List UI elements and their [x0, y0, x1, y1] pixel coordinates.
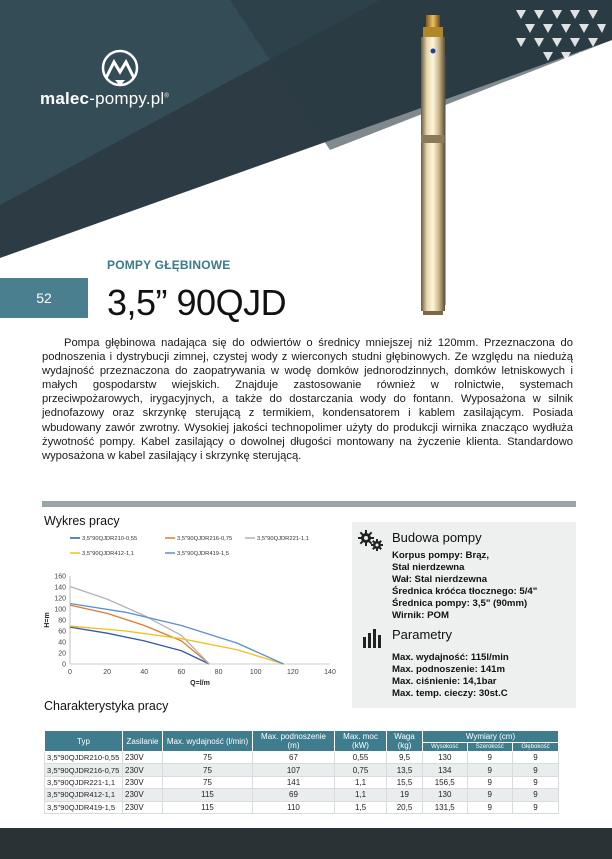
decorative-triangles-icon — [506, 10, 606, 95]
cell-width: 9 — [467, 801, 513, 813]
cell-weight: 20,5 — [387, 801, 423, 813]
cell-head: 107 — [253, 764, 335, 776]
cell-head: 67 — [253, 752, 335, 764]
cell-power: 1,1 — [335, 789, 387, 801]
cell-depth: 9 — [513, 752, 559, 764]
cell-flow: 75 — [163, 764, 253, 776]
cell-supply: 230V — [123, 752, 163, 764]
cell-power: 0,55 — [335, 752, 387, 764]
params-title: Parametry — [392, 627, 452, 642]
cell-width: 9 — [467, 752, 513, 764]
cell-height: 131,5 — [423, 801, 468, 813]
cell-width: 9 — [467, 764, 513, 776]
cell-supply: 230V — [123, 789, 163, 801]
cell-model: 3,5"90QJDR419-1,5 — [45, 801, 123, 813]
page-number: 52 — [36, 290, 52, 306]
params-line: Max. temp. cieczy: 30st.C — [392, 688, 508, 699]
x-tick-label: 100 — [249, 669, 262, 676]
cell-model: 3,5"90QJDR216-0,75 — [45, 764, 123, 776]
x-tick-label: 0 — [68, 669, 72, 676]
y-tick-label: 160 — [54, 573, 66, 581]
col-zasilanie: Zasilanie — [123, 731, 163, 752]
x-tick-label: 20 — [103, 669, 112, 676]
chart-section-title: Wykres pracy — [44, 514, 120, 528]
build-line: Wirnik: POM — [392, 610, 449, 621]
cell-head: 110 — [253, 801, 335, 813]
cell-model: 3,5"90QJDR210-0,55 — [45, 752, 123, 764]
legend-entry: 3,5"90QJDR412-1,1 — [82, 551, 135, 558]
x-tick-label: 80 — [214, 669, 223, 676]
cell-depth: 9 — [513, 801, 559, 813]
section-divider — [42, 501, 576, 507]
legend-entry: 3,5"90QJDR210-0,55 — [82, 536, 138, 543]
col-wysokosc: Wysokość — [423, 743, 468, 752]
product-description: Pompa głębinowa nadająca się do odwiertów o średnicy mniejszej niż 120mm. Przeznaczona do podnoszenia i dystrybucji zimnej, czystej wody z wierconych studni głębinowych. Ze względu na niedużą wydajność przeznaczona do zaopatrywania w wodę domków jednorodzinnych, domków letniskowych i małych gospodarstw wiejskich. Znajduje zastosowanie również w rolnictwie, systemach przeciwpożarowych, irygacyjnych, a także do dostarczania wody do fontann. Wyposażona w silnik jednofazowy oraz skrzynkę sterującą z termikiem, kondensatorem i kablem zasilającym. Posiada wbudowany zawór zwrotny. Wysokiej jakości technopolimer użyty do produkcji wirnika znacząco wydłuża żywotność pompy. Kabel zasilający o dowolnej długości montowany na życzenie klienta. Standardowo wyposażona w kabel zasilający i skrzynkę sterującą. — [42, 337, 573, 462]
cell-width: 9 — [467, 789, 513, 801]
col-glebokosc: Głębokość — [513, 743, 559, 752]
gears-icon — [358, 530, 384, 552]
cell-model: 3,5"90QJDR221-1,1 — [45, 776, 123, 788]
y-tick-label: 60 — [58, 628, 66, 636]
y-tick-label: 40 — [58, 639, 66, 647]
y-tick-label: 100 — [54, 606, 66, 614]
table-row — [45, 789, 559, 801]
build-line: Wał: Stal nierdzewna — [392, 574, 488, 585]
brand-name: malec-pompy.pl® — [40, 89, 170, 108]
x-axis-label: Q=l/m — [190, 680, 210, 687]
table-row — [45, 776, 559, 788]
cell-model: 3,5"90QJDR412-1,1 — [45, 789, 123, 801]
col-waga: Waga (kg) — [387, 731, 423, 752]
x-tick-label: 120 — [287, 669, 299, 676]
cell-depth: 9 — [513, 764, 559, 776]
table-row — [45, 801, 559, 813]
category-label: POMPY GŁĘBINOWE — [107, 258, 231, 272]
cell-weight: 19 — [387, 789, 423, 801]
table-header-row — [45, 731, 559, 743]
bar-chart-icon — [362, 628, 382, 648]
y-tick-label: 20 — [58, 650, 66, 658]
x-tick-label: 60 — [177, 669, 186, 676]
performance-chart — [40, 530, 348, 695]
table-row — [45, 752, 559, 764]
cell-height: 156,5 — [423, 776, 468, 788]
cell-flow: 75 — [163, 752, 253, 764]
page-title: 3,5” 90QJD — [107, 282, 287, 323]
cell-power: 1,5 — [335, 801, 387, 813]
params-line: Max. podnoszenie: 141m — [392, 664, 506, 675]
cell-height: 130 — [423, 789, 468, 801]
cell-flow: 115 — [163, 801, 253, 813]
page-footer — [0, 828, 612, 859]
cell-head: 69 — [253, 789, 335, 801]
y-tick-label: 0 — [62, 661, 66, 669]
col-typ: Typ — [45, 731, 123, 752]
cell-width: 9 — [467, 776, 513, 788]
cell-height: 134 — [423, 764, 468, 776]
spec-table — [44, 730, 559, 814]
cell-supply: 230V — [123, 776, 163, 788]
table-row — [45, 764, 559, 776]
pump-image — [408, 15, 458, 315]
col-wymiary: Wymiary (cm) — [423, 731, 559, 743]
build-title: Budowa pompy — [392, 530, 482, 545]
build-line: Korpus pompy: Brąz, — [392, 550, 490, 561]
build-line: Stal nierdzewna — [392, 562, 465, 573]
col-moc: Max. moc (kW) — [335, 731, 387, 752]
x-tick-label: 140 — [324, 669, 336, 676]
legend-entry: 3,5"90QJDR216-0,75 — [177, 536, 233, 543]
build-line: Średnica króćca tłocznego: 5/4" — [392, 586, 538, 597]
cell-power: 1,1 — [335, 776, 387, 788]
build-line: Średnica pompy: 3,5" (90mm) — [392, 598, 528, 609]
y-tick-label: 80 — [58, 617, 66, 625]
col-podnoszenie: Max. podnoszenie (m) — [253, 731, 335, 752]
cell-supply: 230V — [123, 764, 163, 776]
params-line: Max. wydajność: 115l/min — [392, 652, 509, 663]
params-line: Max. ciśnienie: 14,1bar — [392, 676, 497, 687]
cell-weight: 15,5 — [387, 776, 423, 788]
cell-depth: 9 — [513, 789, 559, 801]
cell-height: 130 — [423, 752, 468, 764]
col-szerokosc: Szerokość — [467, 743, 513, 752]
series-line — [70, 586, 209, 664]
x-tick-label: 40 — [140, 669, 149, 676]
y-tick-label: 140 — [54, 584, 66, 592]
col-wydajnosc: Max. wydajność (l/min) — [163, 731, 253, 752]
table-section-title: Charakterystyka pracy — [44, 699, 169, 713]
cell-power: 0,75 — [335, 764, 387, 776]
y-axis-label: H=m — [44, 612, 51, 628]
cell-head: 141 — [253, 776, 335, 788]
cell-flow: 75 — [163, 776, 253, 788]
cell-supply: 230V — [123, 801, 163, 813]
legend-entry: 3,5"90QJDR419-1,5 — [177, 551, 230, 558]
cell-flow: 115 — [163, 789, 253, 801]
cell-depth: 9 — [513, 776, 559, 788]
legend-entry: 3,5"90QJDR221-1,1 — [257, 536, 310, 543]
cell-weight: 13,5 — [387, 764, 423, 776]
cell-weight: 9,5 — [387, 752, 423, 764]
y-tick-label: 120 — [54, 595, 66, 603]
